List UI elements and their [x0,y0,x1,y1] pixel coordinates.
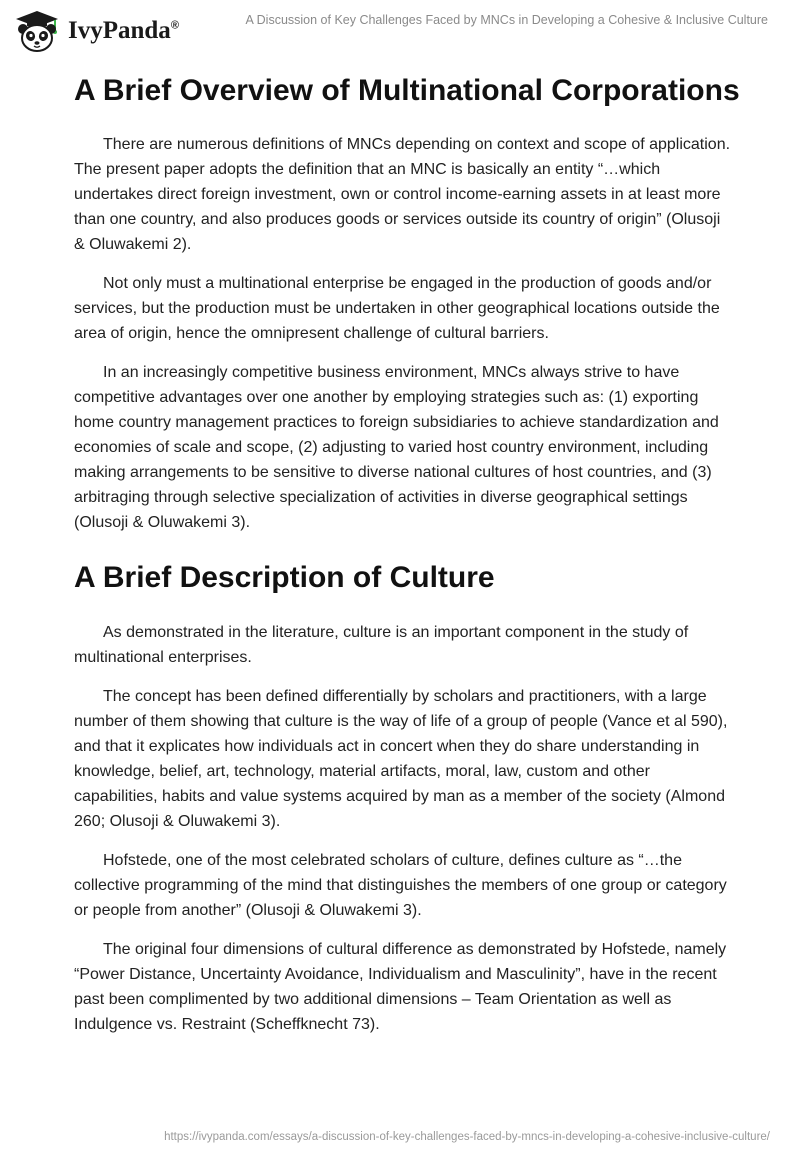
ivypanda-logo[interactable] [14,8,224,54]
panda-graduate-icon [14,9,60,53]
paragraph: Hofstede, one of the most celebrated scholars of culture, defines culture as “…the collective programming of the mind that distinguishes the members of one group or category or people from another” (Olusoji & Oluwakemi 3). [74,852,727,919]
paragraph: There are numerous definitions of MNCs depending on context and scope of application. The present paper adopts the definition that an MNC is basically an entity “…which undertakes direct foreign investment, own or control income-earning assets in at least more than one country, and also produces goods or services outside its country of origin” (Olusoji & Oluwakemi 2). [74,136,731,253]
page-header [0,0,800,60]
essay-content [74,70,740,1051]
logo-wordmark: IvyPanda® [68,17,179,44]
paragraph: In an increasingly competitive business environment, MNCs always strive to have competitive advantages over one another by employing strategies such as: (1) exporting home country management practices to foreign subsidiaries to achieve standardization and economies of scale and scope, (2) adjusting to varied host country environment, including making arrangements to be sensitive to diverse national cultures of host countries, and (3) arbitraging through selective specialization of activities in diverse geographical settings (Olusoji & Oluwakemi 3). [74,364,719,531]
section-heading-culture: A Brief Description of Culture [74,561,495,594]
source-url-link[interactable]: https://ivypanda.com/essays/a-discussion-of-key-challenges-faced-by-mncs-in-developing-a-cohesive-inclusive-culture/ [164,1131,770,1143]
paragraph: The concept has been defined differentially by scholars and practitioners, with a large number of them showing that culture is the way of life of a group of people (Vance et al 590), and that it explicates how individuals act in concert when they do share understanding in knowledge, belief, art, technology, material artifacts, moral, law, custom and other capabilities, habits and value systems acquired by man as a member of the society (Almond 260; Olusoji & Oluwakemi 3). [74,688,728,830]
document-title: A Discussion of Key Challenges Faced by MNCs in Developing a Cohesive & Inclusive Culture [245,13,768,27]
registered-mark: ® [170,19,179,32]
paragraph: Not only must a multinational enterprise be engaged in the production of goods and/or services, but the production must be undertaken in other geographical locations outside the area of origin, hence the omnipresent challenge of cultural barriers. [74,275,720,342]
paragraph: The original four dimensions of cultural difference as demonstrated by Hofstede, namely “Power Distance, Uncertainty Avoidance, Individualism and Masculinity”, have in the recent past been complimented by two additional dimensions – Team Orientation as well as Indulgence vs. Restraint (Scheffknecht 73). [74,941,727,1033]
paragraph: As demonstrated in the literature, culture is an important component in the study of multinational enterprises. [74,624,689,666]
section-heading-mnc-overview: A Brief Overview of Multinational Corporations [74,74,740,107]
